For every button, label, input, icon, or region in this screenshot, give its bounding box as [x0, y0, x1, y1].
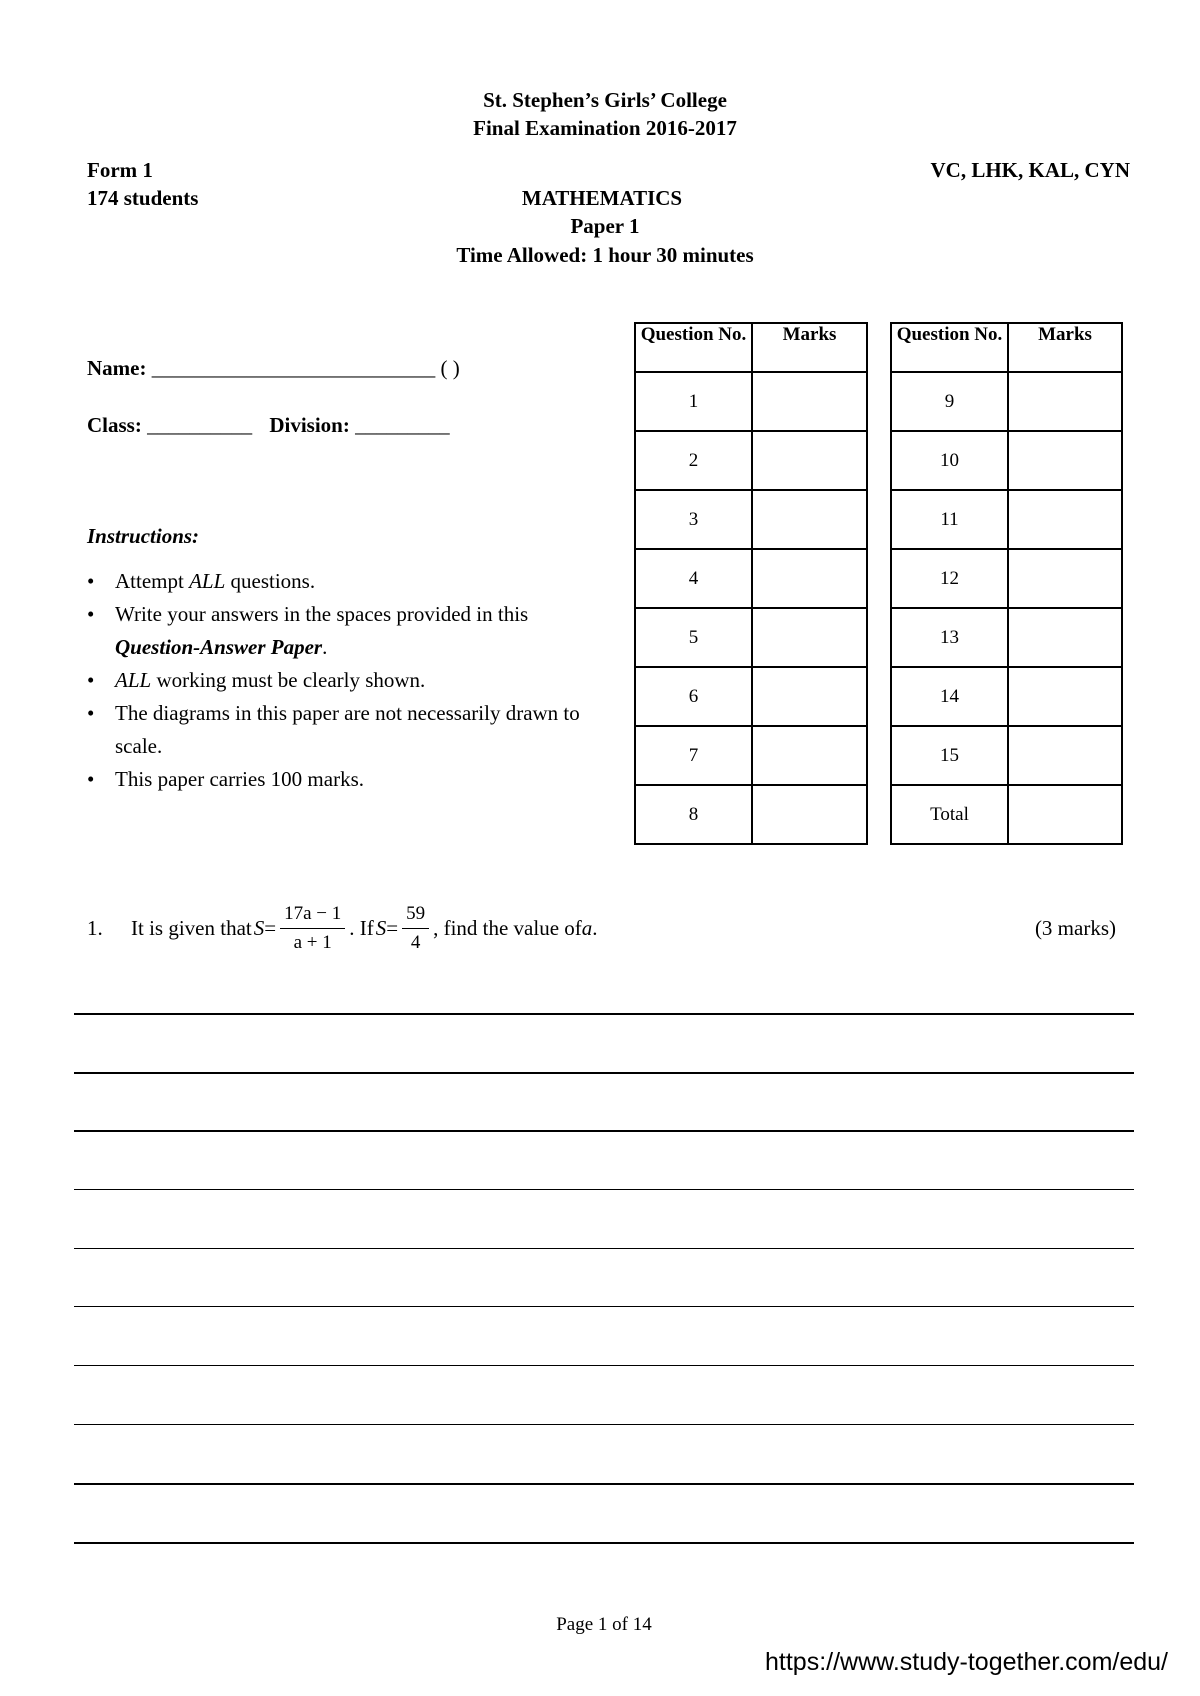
question-number-cell: 12	[891, 549, 1008, 608]
question-number-cell: 14	[891, 667, 1008, 726]
bullet-icon: •	[87, 767, 95, 791]
var-s-2: S	[375, 915, 387, 940]
answer-line[interactable]	[74, 1072, 1134, 1074]
marks-row	[891, 431, 1122, 490]
subject-title: MATHEMATICS	[521, 186, 683, 210]
marks-cell[interactable]	[1008, 549, 1122, 608]
question-number-cell: 4	[635, 549, 752, 608]
marks-row	[635, 667, 867, 726]
question-number-cell: 1	[635, 372, 752, 431]
marks-cell[interactable]	[1008, 785, 1122, 844]
time-allowed: Time Allowed: 1 hour 30 minutes	[456, 243, 754, 267]
question-1	[87, 896, 598, 960]
answer-line[interactable]	[74, 1013, 1134, 1015]
question-number: 1.	[87, 915, 103, 940]
class-division-field[interactable]	[87, 413, 450, 438]
question-1-marks: (3 marks)	[1034, 916, 1116, 940]
marks-row	[635, 372, 867, 431]
instruction-text: This paper carries 100 marks.	[115, 767, 364, 791]
marks-row	[635, 785, 867, 844]
marks-row	[891, 785, 1122, 844]
marks-cell[interactable]	[1008, 372, 1122, 431]
answer-line[interactable]	[74, 1130, 1134, 1132]
marks-table-left	[634, 322, 868, 845]
division-label: Division:	[269, 413, 350, 437]
instruction-text: .	[322, 635, 328, 659]
marks-cell[interactable]	[1008, 431, 1122, 490]
marks-cell[interactable]	[752, 549, 867, 608]
fraction-2	[402, 903, 429, 954]
marks-cell[interactable]	[752, 608, 867, 667]
question-text-c: , find the value of	[433, 915, 582, 940]
question-number-cell: 7	[635, 726, 752, 785]
fraction-1	[280, 903, 345, 954]
marks-row	[891, 372, 1122, 431]
instruction-text: questions.	[225, 569, 316, 593]
var-a: a	[581, 915, 593, 940]
instruction-text: ALL	[189, 569, 226, 593]
answer-line[interactable]	[74, 1365, 1134, 1366]
col-question-header: Question No.	[635, 323, 752, 372]
col-marks-header: Marks	[1008, 323, 1122, 372]
bullet-icon: •	[87, 701, 95, 725]
question-number-cell: 15	[891, 726, 1008, 785]
marks-table-right	[890, 322, 1123, 845]
marks-cell[interactable]	[1008, 726, 1122, 785]
instructions-list	[87, 565, 587, 796]
equals-sign: =	[264, 915, 277, 940]
answer-line[interactable]	[74, 1483, 1134, 1485]
instruction-item	[87, 598, 587, 664]
form-label: Form 1	[87, 158, 153, 182]
marks-cell[interactable]	[752, 726, 867, 785]
students-count: 174 students	[87, 186, 199, 210]
marks-row	[635, 608, 867, 667]
division-blank[interactable]: _________	[355, 413, 450, 437]
fraction-1-denominator: a + 1	[293, 931, 332, 953]
instruction-item	[87, 697, 587, 763]
marks-row	[635, 726, 867, 785]
answer-line[interactable]	[74, 1189, 1134, 1190]
paper-title: Paper 1	[570, 214, 640, 238]
answer-line[interactable]	[74, 1542, 1134, 1544]
marks-row	[891, 726, 1122, 785]
marks-row	[891, 667, 1122, 726]
instruction-item	[87, 763, 587, 796]
answer-line[interactable]	[74, 1306, 1134, 1307]
marks-cell[interactable]	[752, 667, 867, 726]
marks-cell[interactable]	[752, 785, 867, 844]
marks-row	[635, 431, 867, 490]
marks-row	[891, 549, 1122, 608]
exam-title: Final Examination 2016-2017	[473, 116, 737, 140]
equals-sign-2: =	[386, 915, 399, 940]
name-blank[interactable]: ___________________________ ( )	[151, 356, 460, 380]
question-text-d: .	[592, 915, 598, 940]
marks-row	[635, 549, 867, 608]
fraction-1-numerator: 17a − 1	[280, 903, 345, 929]
instruction-item	[87, 565, 587, 598]
instruction-item	[87, 664, 587, 697]
instruction-text: working must be clearly shown.	[151, 668, 426, 692]
question-number-cell: 10	[891, 431, 1008, 490]
name-field[interactable]	[87, 356, 460, 381]
question-number-cell: 3	[635, 490, 752, 549]
teacher-initials: VC, LHK, KAL, CYN	[930, 158, 1130, 182]
instruction-text: Write your answers in the spaces provided in this	[115, 602, 529, 626]
question-number-cell: 6	[635, 667, 752, 726]
question-number-cell: 5	[635, 608, 752, 667]
instruction-text: Attempt	[115, 569, 190, 593]
instruction-text: Question-Answer Paper	[115, 635, 323, 659]
marks-row	[891, 608, 1122, 667]
marks-cell[interactable]	[1008, 608, 1122, 667]
question-number-cell: 9	[891, 372, 1008, 431]
bullet-icon: •	[87, 569, 95, 593]
answer-line[interactable]	[74, 1424, 1134, 1425]
marks-cell[interactable]	[752, 431, 867, 490]
instruction-text: ALL	[115, 668, 152, 692]
marks-cell[interactable]	[752, 372, 867, 431]
answer-line[interactable]	[74, 1248, 1134, 1249]
class-label: Class:	[87, 413, 142, 437]
bullet-icon: •	[87, 668, 95, 692]
col-marks-header: Marks	[752, 323, 867, 372]
instruction-text: The diagrams in this paper are not necessarily drawn to scale.	[115, 701, 580, 758]
marks-row	[891, 490, 1122, 549]
marks-cell[interactable]	[1008, 667, 1122, 726]
question-number-cell: 2	[635, 431, 752, 490]
marks-cell[interactable]	[1008, 490, 1122, 549]
instructions-title: Instructions:	[87, 524, 200, 548]
fraction-2-numerator: 59	[402, 903, 429, 929]
question-number-cell: 13	[891, 608, 1008, 667]
name-label: Name:	[87, 356, 147, 380]
source-url[interactable]: https://www.study-together.com/edu/	[765, 1648, 1168, 1676]
var-s: S	[253, 915, 265, 940]
bullet-icon: •	[87, 602, 95, 626]
question-text-b: . If	[349, 915, 374, 940]
question-number-cell: 8	[635, 785, 752, 844]
question-number-cell: 11	[891, 490, 1008, 549]
question-text-a: It is given that	[131, 915, 252, 940]
page-number: Page 1 of 14	[556, 1614, 652, 1635]
school-name: St. Stephen’s Girls’ College	[483, 88, 727, 112]
marks-row	[635, 490, 867, 549]
question-number-cell: Total	[891, 785, 1008, 844]
col-question-header: Question No.	[891, 323, 1008, 372]
marks-cell[interactable]	[752, 490, 867, 549]
class-blank[interactable]: __________	[147, 413, 253, 437]
fraction-2-denominator: 4	[410, 931, 421, 953]
